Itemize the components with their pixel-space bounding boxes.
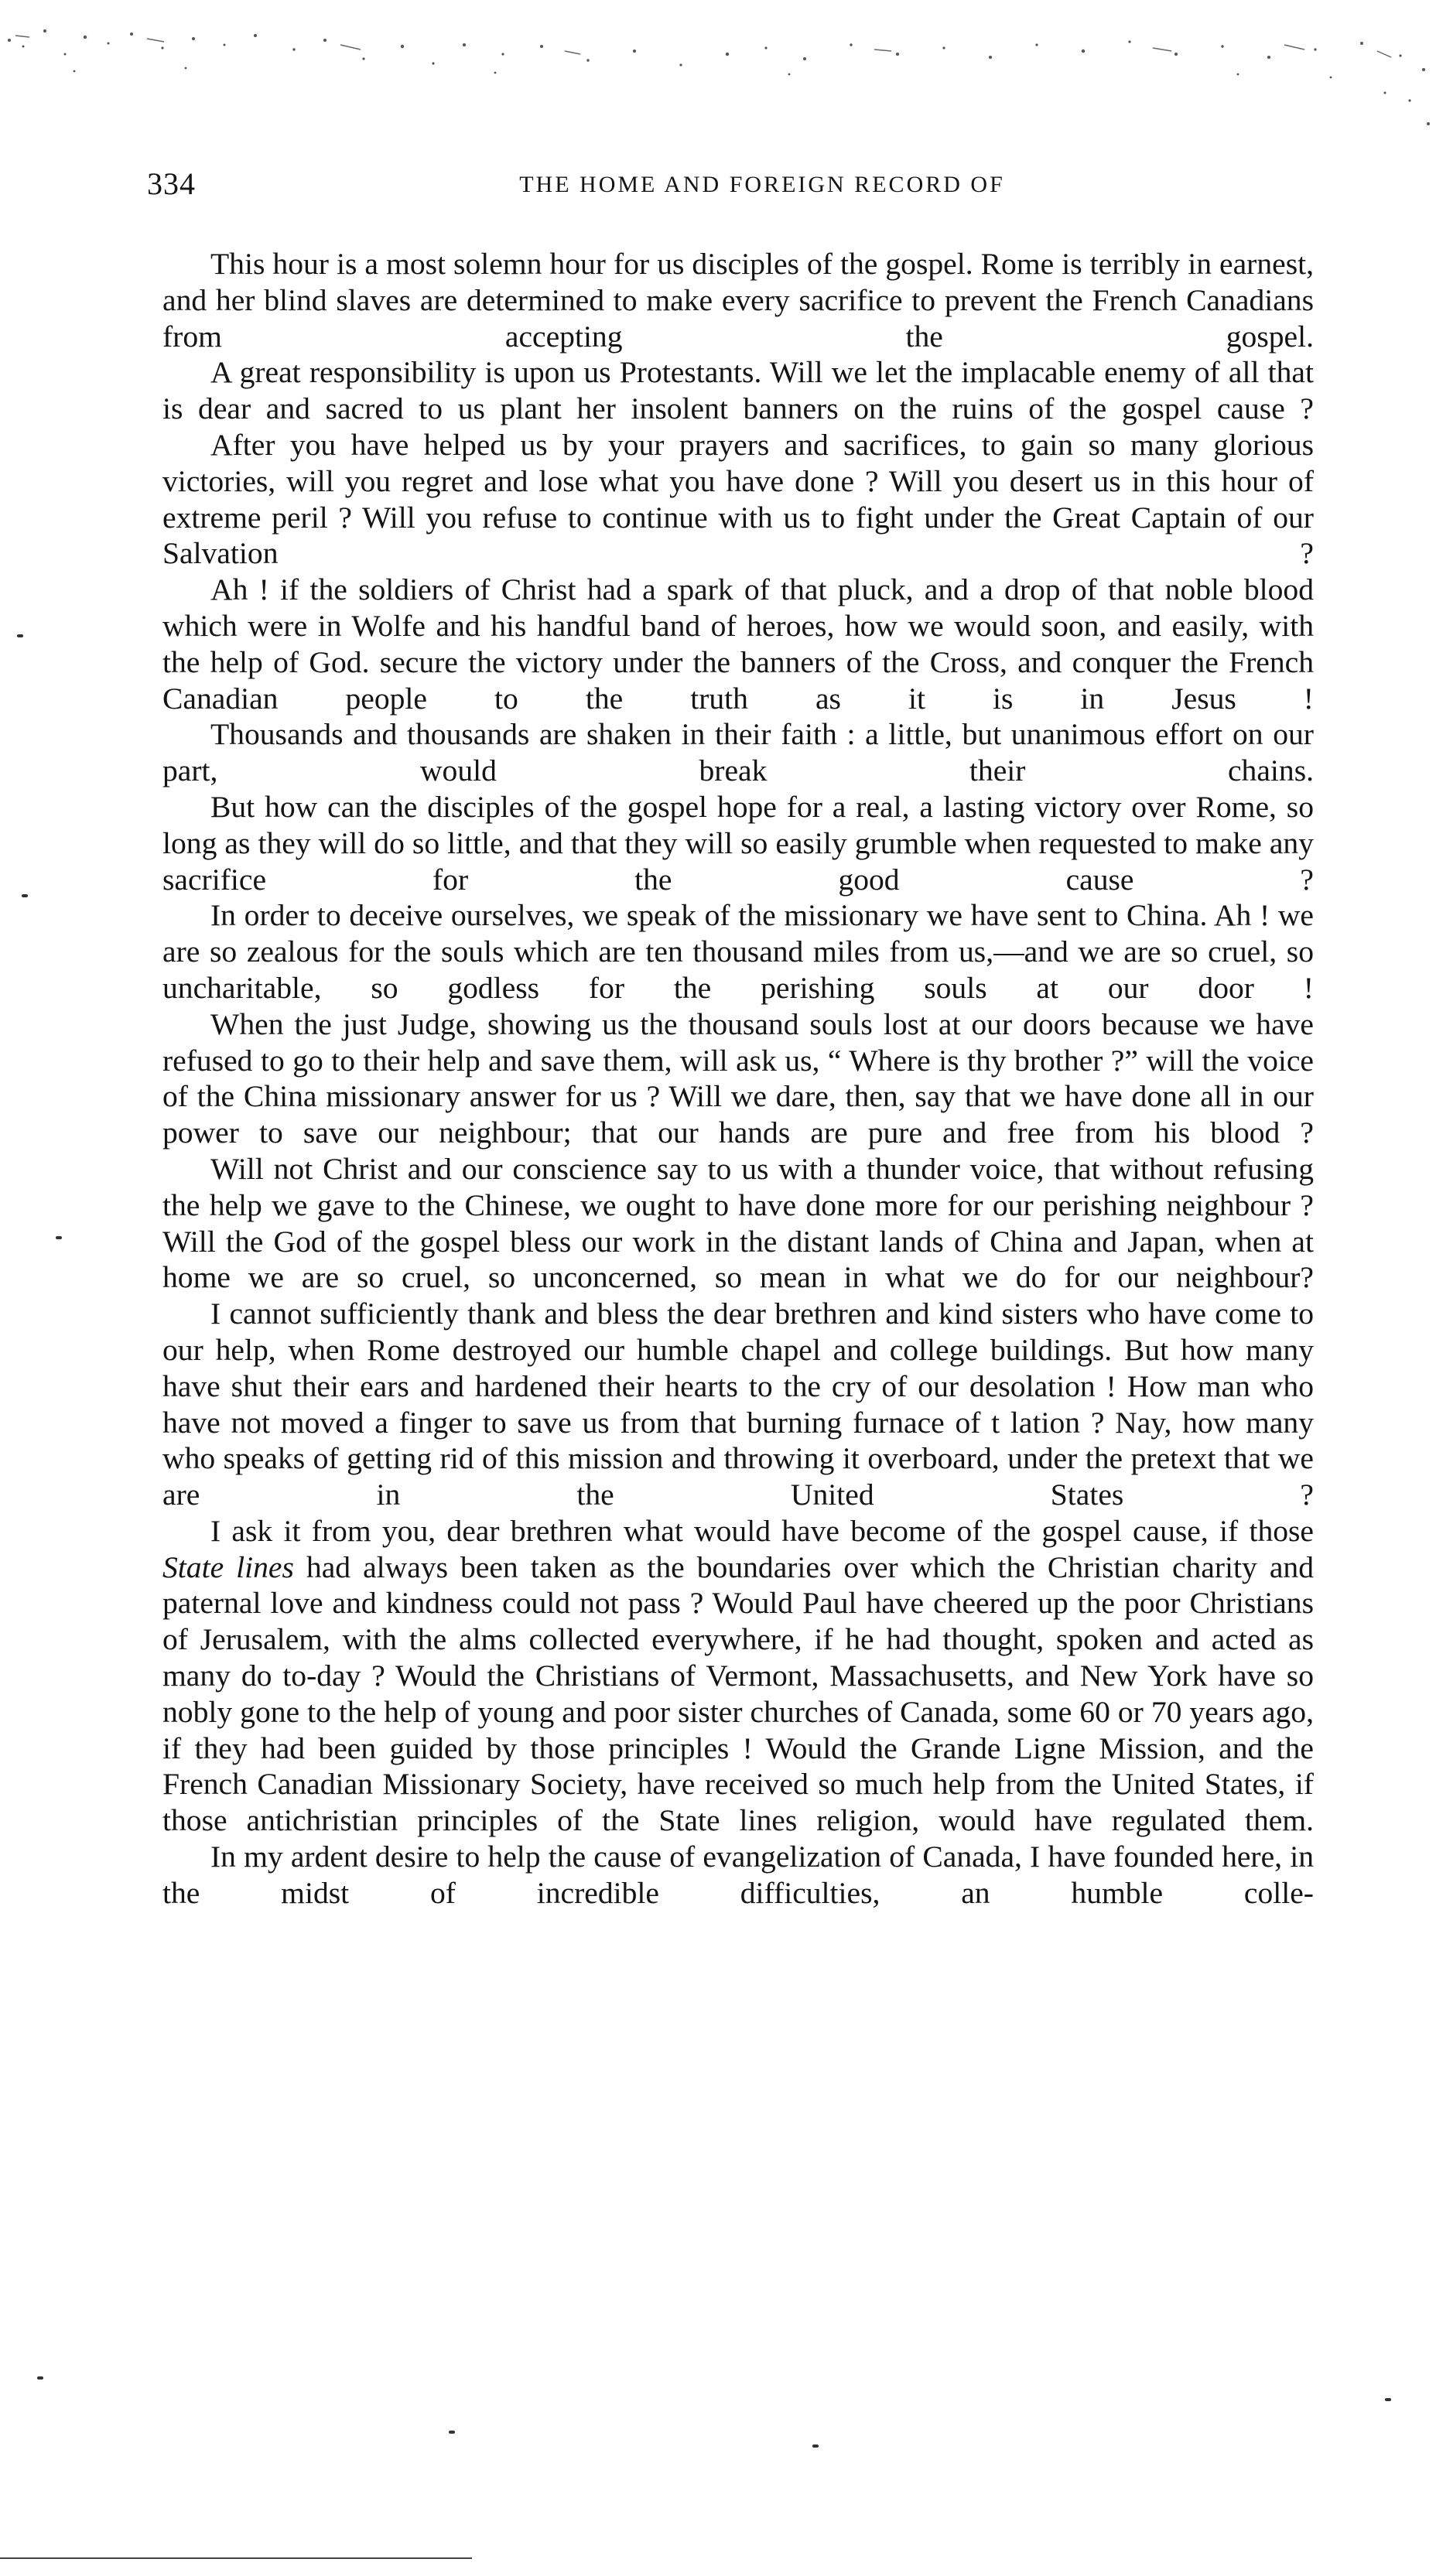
bottom-rule — [0, 2557, 472, 2559]
paragraph: After you have helped us by your prayers and sacrifices, to gain so many glorious victories, will you regret and lose what you have done ? Will you desert us in this hour of extreme peril ? Will you refuse to continue with us to fight under the Great Captain of our Salvation ? — [162, 427, 1314, 571]
paragraph: But how can the disciples of the gospel hope for a real, a lasting victory over Rome, so long as they will do so little, and that they will so easily grumble when requested to make any sacrifice for the good cause ? — [162, 789, 1314, 897]
paragraph: A great responsibility is upon us Protestants. Will we let the implacable enemy of all that is dear and sacred to us plant her insolent banners on the ruins of the gospel cause ? — [162, 355, 1314, 426]
paragraph: When the just Judge, showing us the thousand souls lost at our doors because we have refused to go to their help and save them, will ask us, “ Where is thy brother ?” will the voice of the China missionary answer for us ? Will we dare, then, say that we have done all in our power to save our neighbour; that our hands are pure and free from his blood ? — [162, 1006, 1314, 1150]
margin-speck — [37, 2376, 43, 2380]
margin-speck — [17, 634, 23, 637]
paragraph-text-start: I ask it from you, dear brethren what would have become of the gospel cause, if those — [210, 1513, 1314, 1548]
page-header — [147, 166, 1331, 212]
margin-speck — [449, 2431, 455, 2434]
paragraph: I cannot sufficiently thank and bless the dear brethren and kind sisters who have come to our help, when Rome destroyed our humble chapel and college buildings. But how many have shut their ears and hardened their hearts to the cry of our desolation ! How man who have not moved a finger to save us from that burning furnace of t lation ? Nay, how many who speaks of getting rid of this mission and throwing it overboard, under the pretext that we are in the United States ? — [162, 1297, 1314, 1512]
margin-speck — [22, 894, 28, 897]
margin-speck — [812, 2444, 819, 2448]
article-body — [162, 246, 1314, 1912]
paragraph: This hour is a most solemn hour for us disciples of the gospel. Rome is terribly in earnest, and her blind slaves are determined to make every sacrifice to prevent the French Canadians from accepting the gospel. — [162, 247, 1314, 354]
paragraph: Will not Christ and our conscience say to us with a thunder voice, that without refusing the help we gave to the Chinese, we ought to have done more for our perishing neighbour ? Will the God of the gospel bless our work in the distant lands of China and Japan, when at home we are so cruel, so unconcerned, so mean in what we do for our neighbour? — [162, 1151, 1314, 1295]
scan-edge-speckle — [0, 0, 1436, 155]
margin-speck — [56, 1236, 62, 1239]
margin-speck — [1385, 2398, 1391, 2401]
paragraph-state-lines — [162, 1513, 1314, 1839]
paragraph-continued: In my ardent desire to help the cause of evangelization of Canada, I have founded here, in the midst of incredible difficulties, an humble colle- — [162, 1840, 1314, 1910]
paragraph: Ah ! if the soldiers of Christ had a spark of that pluck, and a drop of that noble blood which were in Wolfe and his handful band of heroes, how we would soon, and easily, with the help of God. secure the victory under the banners of the Cross, and conquer the French Canadian people to the truth as it is in Jesus ! — [162, 572, 1314, 716]
paragraph: Thousands and thousands are shaken in their faith : a little, but unanimous effort on our part, would break their chains. — [162, 717, 1314, 788]
page-number: 334 — [147, 166, 196, 201]
paragraph: In order to deceive ourselves, we speak of the missionary we have sent to China. Ah ! we are so zealous for the souls which are ten thousand miles from us,—and we are so cruel, so uncharitable, so godless for the perishing souls at our door ! — [162, 898, 1314, 1005]
running-head: THE HOME AND FOREIGN RECORD OF — [519, 172, 1005, 197]
paragraph-text-end: had always been taken as the boundaries over which the Christian charity and paternal love and kindness could not pass ? Would Paul have cheered up the poor Christians of Jerusalem, with the alms collected everywhere, if he had thought, spoken and acted as many do to-day ? Would the Christians of Vermont, Massachusetts, and New York have so nobly gone to the help of young and poor sister churches of Canada, some 60 or 70 years ago, if they had been guided by those principles ! Would the Grande Ligne Mission, and the French Canadian Missionary Society, have received so much help from the United States, if those antichristian principles of the State lines religion, would have regulated them. — [162, 1549, 1314, 1838]
italic-phrase: State lines — [162, 1549, 294, 1584]
